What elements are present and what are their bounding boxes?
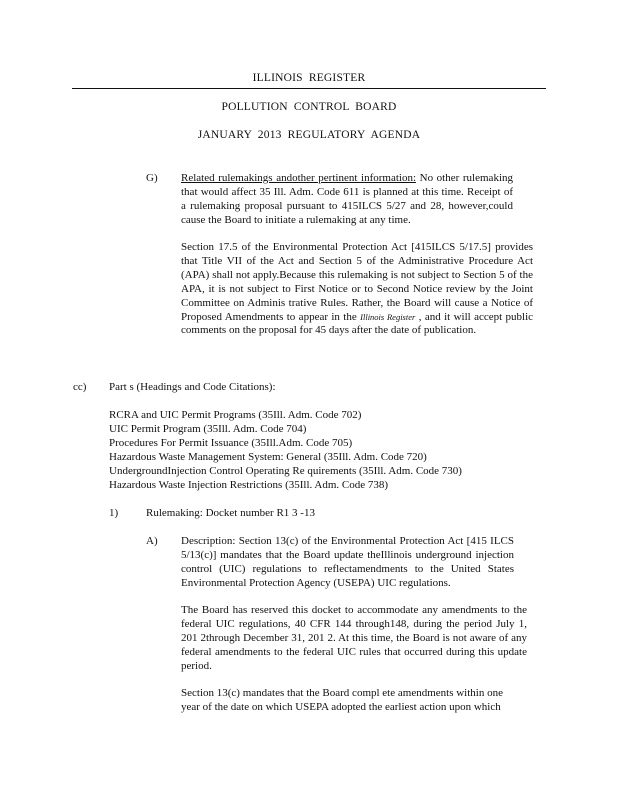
item-a-description: Description: Section 13(c) of the Environmental Protection Act [415 ILCS 5/13(c)] mandates that the Board update theIllinois underground injection control (UIC) regulations to reflectamendments to the United States Environmental Protection Agency (USEPA) UIC regulations. — [181, 535, 514, 589]
part-item: UIC Permit Program (35Ill. Adm. Code 704) — [109, 422, 307, 435]
parts-list — [109, 409, 509, 492]
part-item: Hazardous Waste Management System: General (35Ill. Adm. Code 720) — [109, 450, 427, 463]
board-title: POLLUTION CONTROL BOARD — [221, 101, 397, 113]
part-item: UndergroundInjection Control Operating Re quirements (35Ill. Adm. Code 730) — [109, 464, 462, 477]
register-title: ILLINOIS REGISTER — [252, 72, 366, 84]
item-a-paragraph-2: The Board has reserved this docket to accommodate any amendments to the federal UIC regulations, 40 CFR 144 through148, during the period July 1, 201 2through December 31, 201 2. At this time, the Board is not aware of any federal amendments to the federal UIC rules that occurred during this update period. — [181, 604, 527, 672]
item-cc-title: Part s (Headings and Code Citations): — [109, 381, 276, 393]
item-1-label: 1) — [109, 507, 119, 519]
item-g-text: No other rulemaking that would affect 35 Ill. Adm. Code 611 is planned at this time. Receipt of a rulemaking proposal pursuant to 415ILCS 5/27 and 28, however,could cause the Board to initiate a rulemaking at any time. — [181, 172, 513, 226]
part-item: Procedures For Permit Issuance (35Ill.Adm. Code 705) — [109, 436, 353, 449]
item-g-paragraph-2 — [181, 241, 533, 338]
item-cc-label: cc) — [73, 381, 87, 393]
illinois-register-italic: Illinois Register — [360, 311, 416, 322]
paragraph-line: Section 13(c) mandates that the Board compl ete amendments within one — [181, 687, 503, 699]
part-item: RCRA and UIC Permit Programs (35Ill. Adm. Code 702) — [109, 409, 362, 421]
item-g-para2-after: , and it will accept public comments on the proposal for 45 days after the date of publication. — [181, 310, 534, 337]
item-g-para2-before: Section 17.5 of the Environmental Protection Act [415ILCS 5/17.5] provides that Title VII of the Act and Section 5 of the Administrative Procedure Act (APA) shall not apply.Because this rulemaking is not subject to Section 5 of the APA, it is not subject to First Notice or to Second Notice review by the Joint Committee on Adminis trative Rules. Rather, the Board will cause a Notice of Proposed Amendments to appear in the — [181, 241, 533, 323]
header-divider — [72, 88, 546, 89]
paragraph-line: year of the date on which USEPA adopted the earliest action upon which — [181, 700, 501, 713]
part-item: Hazardous Waste Injection Restrictions (35Ill. Adm. Code 738) — [109, 478, 389, 491]
item-g-paragraph-1 — [181, 172, 513, 228]
agenda-title: JANUARY 2013 REGULATORY AGENDA — [197, 129, 421, 141]
item-g-label: G) — [146, 172, 158, 184]
item-g-heading: Related rulemakings andother pertinent information: — [181, 172, 416, 184]
rulemaking-docket: Rulemaking: Docket number R1 3 -13 — [146, 507, 315, 519]
item-a-label: A) — [146, 535, 158, 547]
item-a-paragraph-3 — [181, 687, 541, 715]
